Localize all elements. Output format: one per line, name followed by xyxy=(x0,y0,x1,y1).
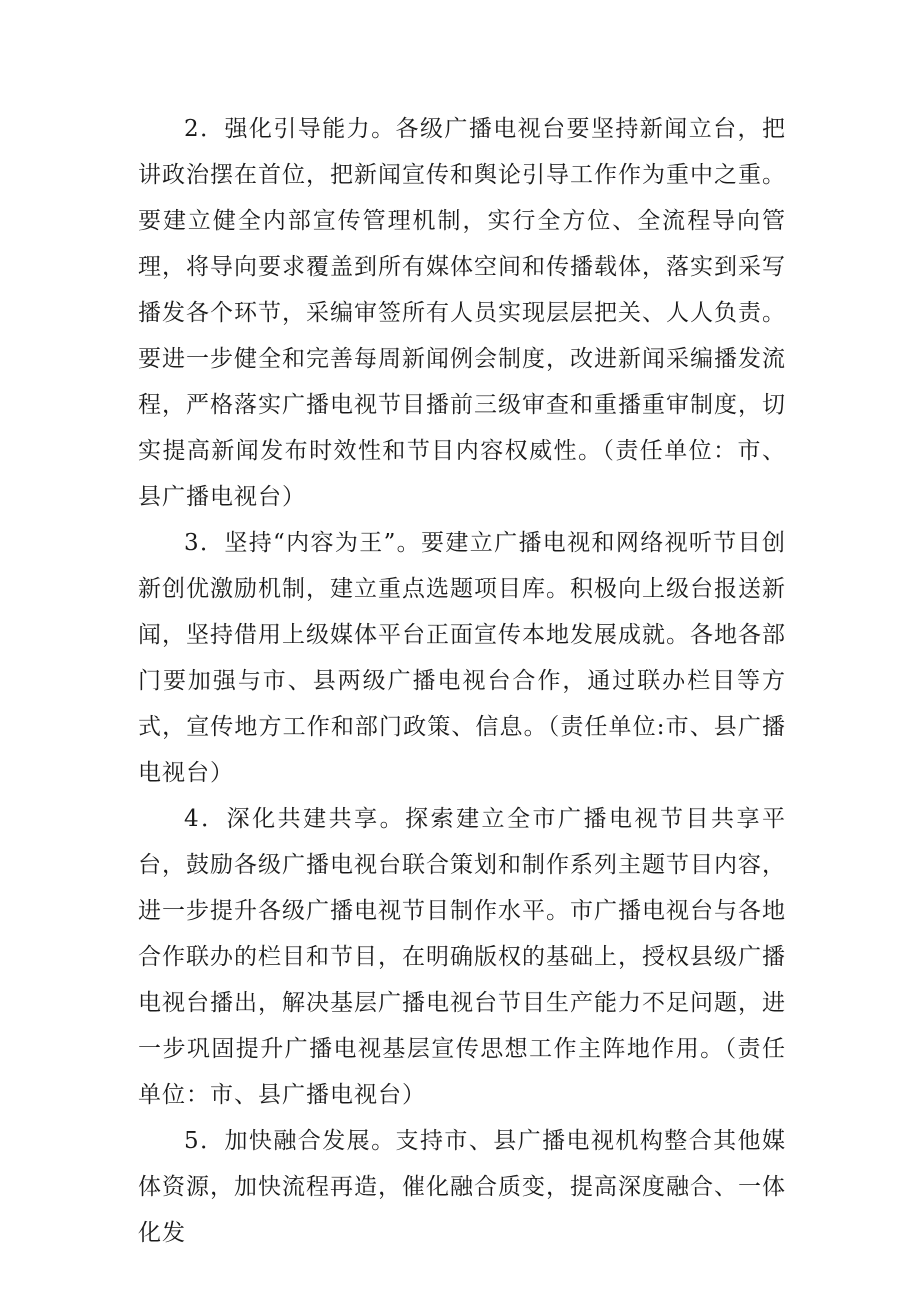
paragraph-3-content-is-king: 3．坚持“内容为王”。要建立广播电视和网络视听节目创新创优激励机制，建立重点选题项目库。积极向上级台报送新闻，坚持借用上级媒体平台正面宣传本地发展成就。各地各部门要加强与市、县两级广播电视台合作，通过联办栏目等方式，宣传地方工作和部门政策、信息。（责任单位:市、县广播电视台） xyxy=(138,530,786,786)
paragraph-2-strengthen-guidance: 2．强化引导能力。各级广播电视台要坚持新闻立台，把讲政治摆在首位，把新闻宣传和舆论引导工作作为重中之重。要建立健全内部宣传管理机制，实行全方位、全流程导向管理，将导向要求覆盖到所有媒体空间和传播载体，落实到采写播发各个环节，采编审签所有人员实现层层把关、人人负责。要进一步健全和完善每周新闻例会制度，改进新闻采编播发流程，严格落实广播电视节目播前三级审查和重播重审制度，切实提高新闻发布时效性和节目内容权威性。（责任单位：市、县广播电视台） xyxy=(138,116,786,510)
paragraph-5-accelerate-integration: 5．加快融合发展。支持市、县广播电视机构整合其他媒体资源，加快流程再造，催化融合质变，提高深度融合、一体化发 xyxy=(138,1128,786,1246)
paragraph-4-co-build-share: 4．深化共建共享。探索建立全市广播电视节目共享平台，鼓励各级广播电视台联合策划和制作系列主题节目内容，进一步提升各级广播电视节目制作水平。市广播电视台与各地合作联办的栏目和节目，在明确版权的基础上，授权县级广播电视台播出，解决基层广播电视台节目生产能力不足问题，进一步巩固提升广播电视基层宣传思想工作主阵地作用。（责任单位：市、县广播电视台） xyxy=(138,806,786,1108)
